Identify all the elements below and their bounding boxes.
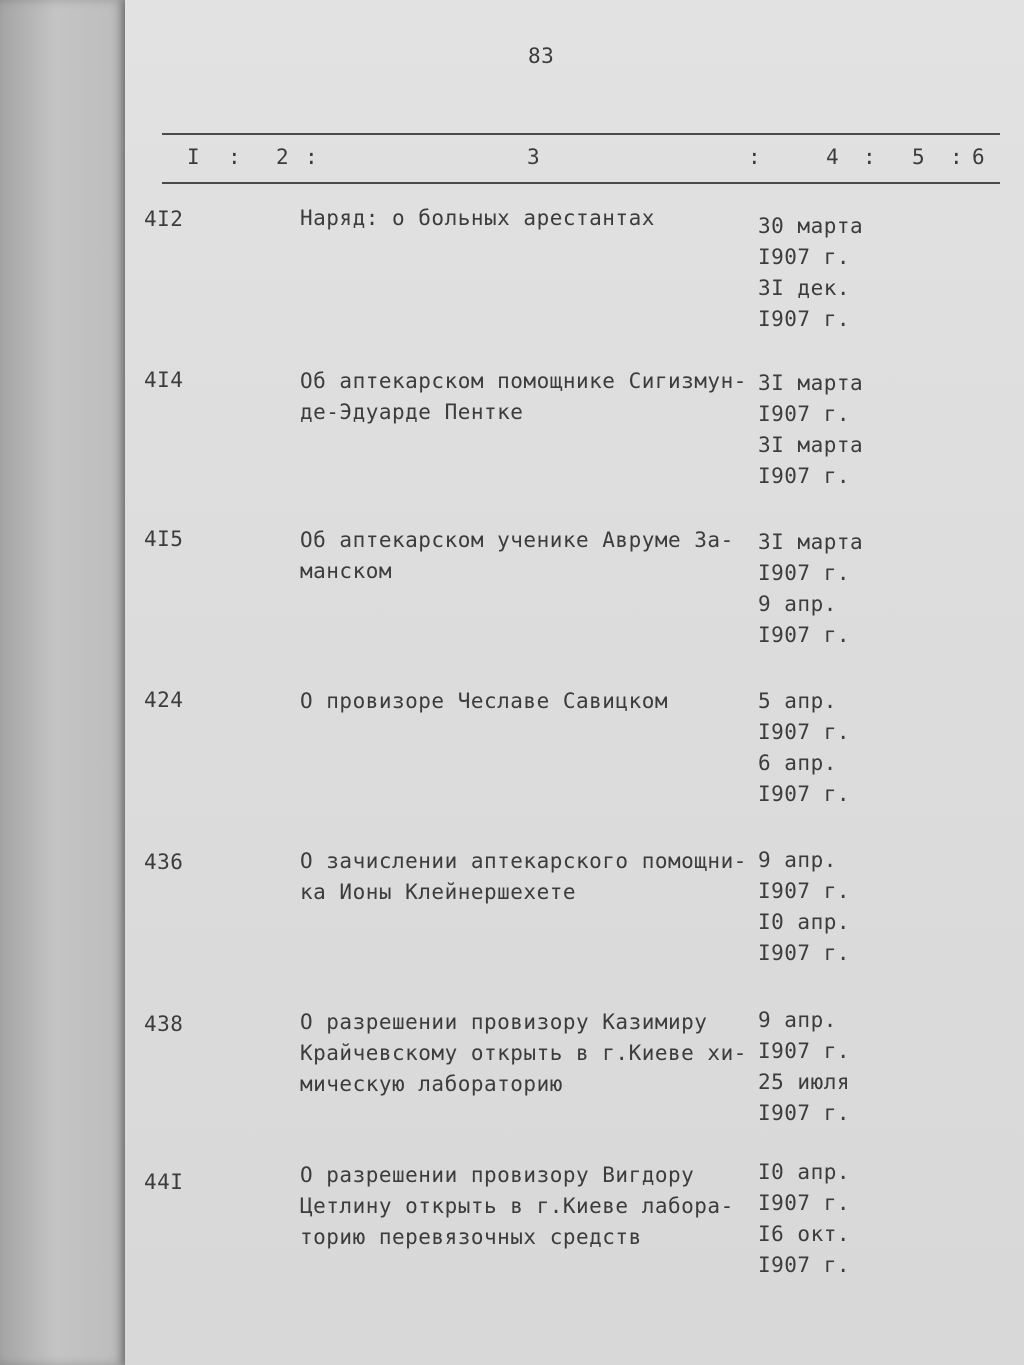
header-bottom-rule — [162, 182, 1000, 184]
entry-dates — [758, 845, 850, 969]
entry-date-line: I907 г. — [758, 402, 851, 426]
entry-date-line: 6 апр. — [758, 751, 837, 775]
entry-date-line: I6 окт. — [758, 1222, 851, 1246]
entry-title-line: Наряд: о больных арестантах — [300, 206, 655, 230]
entry-date-line: 3I дек. — [758, 276, 851, 300]
column-6-label: 6 — [972, 145, 985, 169]
entry-date-line: I907 г. — [758, 879, 851, 903]
entry-date-line: I907 г. — [758, 1253, 851, 1277]
entry-number: 436 — [144, 850, 184, 874]
entry-title-line: О разрешении провизору Казимиру — [300, 1010, 708, 1034]
entry-number: 4I2 — [144, 207, 184, 231]
entry-date-line: I0 апр. — [758, 1160, 851, 1184]
entry-title — [300, 203, 655, 234]
entry-number: 44I — [144, 1170, 184, 1194]
page-number: 83 — [528, 44, 555, 68]
entry-date-line: 5 апр. — [758, 689, 837, 713]
entry-title-line: Об аптекарском ученике Авруме За- — [300, 528, 734, 552]
header-top-rule — [162, 133, 1000, 135]
entry-dates — [758, 1157, 850, 1281]
entry-dates — [758, 686, 850, 810]
entry-dates — [758, 368, 863, 492]
entry-dates — [758, 211, 863, 335]
entry-title-line: Об аптекарском помощнике Сигизмун- — [300, 369, 747, 393]
column-separator: : — [950, 145, 963, 169]
entry-date-line: I907 г. — [758, 561, 851, 585]
entry-title — [300, 846, 747, 908]
entry-title-line: манском — [300, 559, 393, 583]
entry-title — [300, 525, 734, 587]
entry-date-line: 9 апр. — [758, 592, 837, 616]
column-1-label: I — [187, 145, 200, 169]
entry-title-line: О разрешении провизору Вигдору — [300, 1163, 695, 1187]
entry-date-line: I907 г. — [758, 720, 851, 744]
entry-dates — [758, 527, 863, 651]
entry-title-line: мическую лабораторию — [300, 1072, 563, 1096]
entry-title-line: О провизоре Чеславе Савицком — [300, 689, 669, 713]
column-2-label: 2 — [276, 145, 289, 169]
entry-title-line: де-Эдуарде Пентке — [300, 400, 524, 424]
entry-number: 424 — [144, 688, 184, 712]
entry-title-line: О зачислении аптекарского помощни- — [300, 849, 747, 873]
entry-date-line: 9 апр. — [758, 1008, 837, 1032]
column-separator: : — [748, 145, 761, 169]
entry-title-line: Крайчевскому открыть в г.Киеве хи- — [300, 1041, 747, 1065]
entry-date-line: 3I марта — [758, 371, 864, 395]
entry-number: 4I5 — [144, 527, 184, 551]
entry-date-line: I907 г. — [758, 1191, 851, 1215]
entry-date-line: I907 г. — [758, 245, 851, 269]
entry-date-line: 3I марта — [758, 433, 864, 457]
entry-date-line: I907 г. — [758, 782, 851, 806]
entry-dates — [758, 1005, 850, 1129]
entry-date-line: I907 г. — [758, 623, 851, 647]
entry-date-line: I907 г. — [758, 307, 851, 331]
entry-date-line: 9 апр. — [758, 848, 837, 872]
column-separator: : — [863, 145, 876, 169]
column-separator: : — [228, 145, 241, 169]
column-3-label: 3 — [527, 145, 540, 169]
column-4-label: 4 — [826, 145, 839, 169]
entry-date-line: I907 г. — [758, 1101, 851, 1125]
entry-number: 4I4 — [144, 368, 184, 392]
entry-number: 438 — [144, 1012, 184, 1036]
entry-title — [300, 1160, 734, 1253]
entry-title-line: ка Ионы Клейнершехете — [300, 880, 577, 904]
entry-date-line: 3I марта — [758, 530, 864, 554]
entry-date-line: I0 апр. — [758, 910, 851, 934]
entry-date-line: 25 июля — [758, 1070, 851, 1094]
entry-date-line: I907 г. — [758, 464, 851, 488]
entry-title — [300, 686, 668, 717]
column-separator: : — [305, 145, 318, 169]
facing-page-edge — [0, 0, 125, 1365]
entry-title-line: Цетлину открыть в г.Киеве лабора- — [300, 1194, 734, 1218]
entry-date-line: I907 г. — [758, 941, 851, 965]
entry-title — [300, 366, 747, 428]
entry-title-line: торию перевязочных средств — [300, 1225, 642, 1249]
entry-date-line: 30 марта — [758, 214, 864, 238]
column-5-label: 5 — [912, 145, 925, 169]
entry-date-line: I907 г. — [758, 1039, 851, 1063]
entry-title — [300, 1007, 747, 1100]
